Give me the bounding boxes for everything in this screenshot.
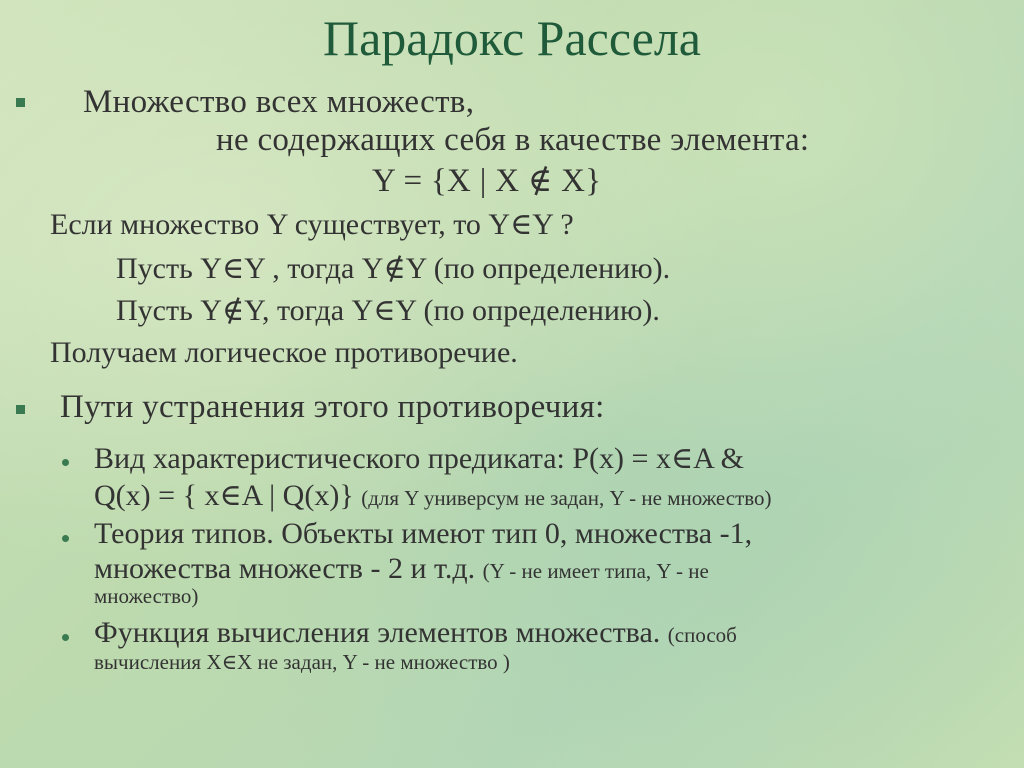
sub1-line1: Вид характеристического предиката: P(x) = x∈A & (94, 442, 744, 475)
conclusion: Получаем логическое противоречие. (50, 336, 518, 369)
sub3-line2: вычисления X∈X не задан, Y - не множество ) (94, 650, 510, 674)
sub3-line1-note: (способ (667, 623, 737, 647)
slide-title: Парадокс Рассела (322, 10, 701, 66)
square-bullet-icon (16, 405, 25, 414)
case-one: Пусть Y∈Y , тогда Y∉Y (по определению). (116, 252, 671, 285)
bullet2-heading: Пути устранения этого противоречия: (60, 389, 605, 425)
round-bullet-icon (62, 634, 69, 641)
sub1-line2-note: (для Y универсум не задан, Y - не множество) (361, 486, 772, 510)
sub1-line2 (94, 478, 772, 513)
set-definition-formula: Y = {X | X ∉ X} (372, 163, 602, 199)
square-bullet-icon (16, 98, 25, 107)
sub2-line2-note: (Y - не имеет типа, Y - не (482, 559, 709, 583)
bullet1-line2: не содержащих себя в качестве элемента: (216, 122, 810, 158)
sub2-line2 (94, 552, 709, 586)
bullet1-line1: Множество всех множеств, (83, 84, 475, 120)
case-two: Пусть Y∉Y, тогда Y∈Y (по определению). (116, 294, 660, 327)
round-bullet-icon (62, 535, 69, 542)
sub3-line1 (94, 616, 737, 650)
round-bullet-icon (62, 459, 69, 466)
sub3-line1-main: Функция вычисления элементов множества. (94, 616, 668, 649)
sub1-line2-main: Q(x) = { x∈A | Q(x)} (94, 479, 362, 512)
sub2-line2-main: множества множеств - 2 и т.д. (94, 552, 483, 585)
existence-question: Если множество Y существует, то Y∈Y ? (50, 208, 574, 241)
sub2-line1: Теория типов. Объекты имеют тип 0, множества -1, (94, 517, 753, 550)
sub2-line3: множество) (94, 584, 199, 608)
